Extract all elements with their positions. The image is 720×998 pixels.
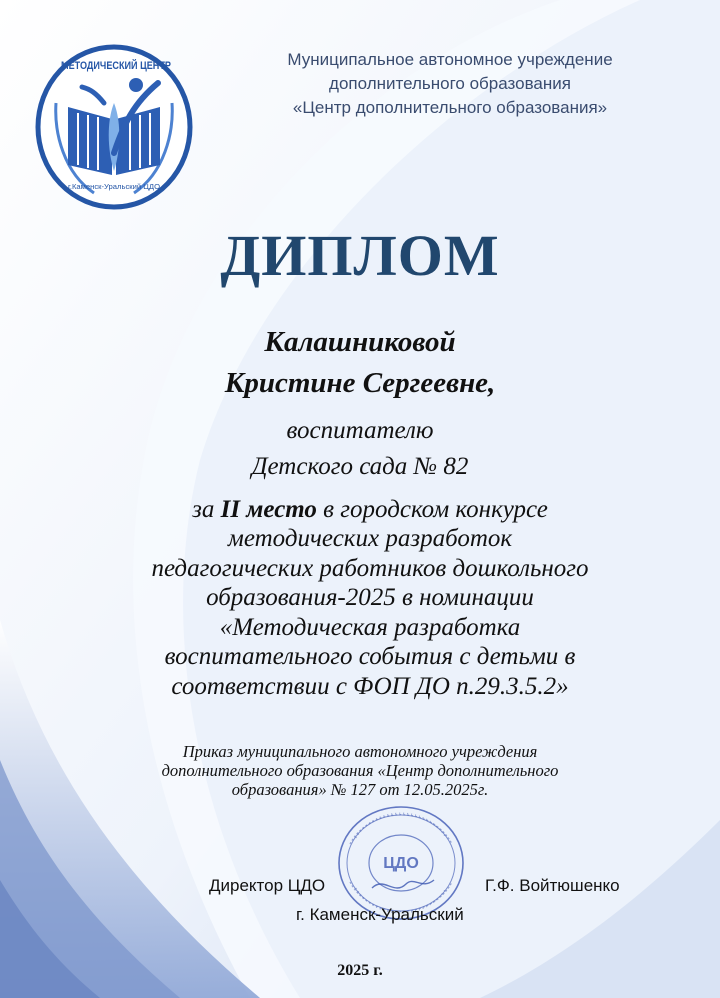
award-line-4: образования-2025 в номинации (206, 584, 534, 611)
order-line-2: дополнительного образования «Центр дополнительного (161, 761, 559, 780)
recipient-surname: Калашниковой (264, 326, 456, 358)
logo (34, 43, 194, 211)
order-line-3: образования» № 127 от 12.05.2025г. (231, 780, 489, 799)
award-line-1 (80, 495, 660, 525)
document-year: 2025 г. (337, 962, 383, 979)
award-line-1-rest: в городском конкурсе (316, 496, 548, 523)
organization-line-3: «Центр дополнительного образования» (292, 98, 608, 117)
recipient-institution: Детского сада № 82 (251, 453, 469, 480)
recipient-position: воспитателю (286, 417, 434, 444)
award-line-5: «Методическая разработка (219, 614, 521, 641)
award-line-7: соответствии с ФОП ДО п.29.3.5.2» (171, 673, 569, 700)
recipient-given-names: Кристине Сергеевне, (224, 367, 496, 399)
organization-line-2: дополнительного образования (329, 74, 571, 93)
order-line-1: Приказ муниципального автономного учреждения (182, 742, 538, 761)
stamp-center-text: ЦДО (383, 855, 419, 872)
signature-city: г. Каменск-Уральский (296, 905, 464, 924)
award-line-6: воспитательного события с детьми в (164, 643, 576, 670)
signature-name: Г.Ф. Войтюшенко (485, 876, 620, 895)
award-place: II место (220, 496, 317, 523)
logo-text-top: МЕТОДИЧЕСКИЙ ЦЕНТР (61, 60, 194, 72)
document-title: ДИПЛОМ (220, 223, 500, 288)
organization-line-1: Муниципальное автономное учреждение (287, 50, 613, 69)
award-line-3: педагогических работников дошкольного (151, 555, 589, 582)
logo-text-bottom: г.Каменск-Уральский ЦДО (68, 182, 161, 191)
award-prefix: за (192, 496, 221, 523)
signature-role: Директор ЦДО (209, 876, 326, 895)
award-line-2: методических разработок (227, 525, 513, 552)
